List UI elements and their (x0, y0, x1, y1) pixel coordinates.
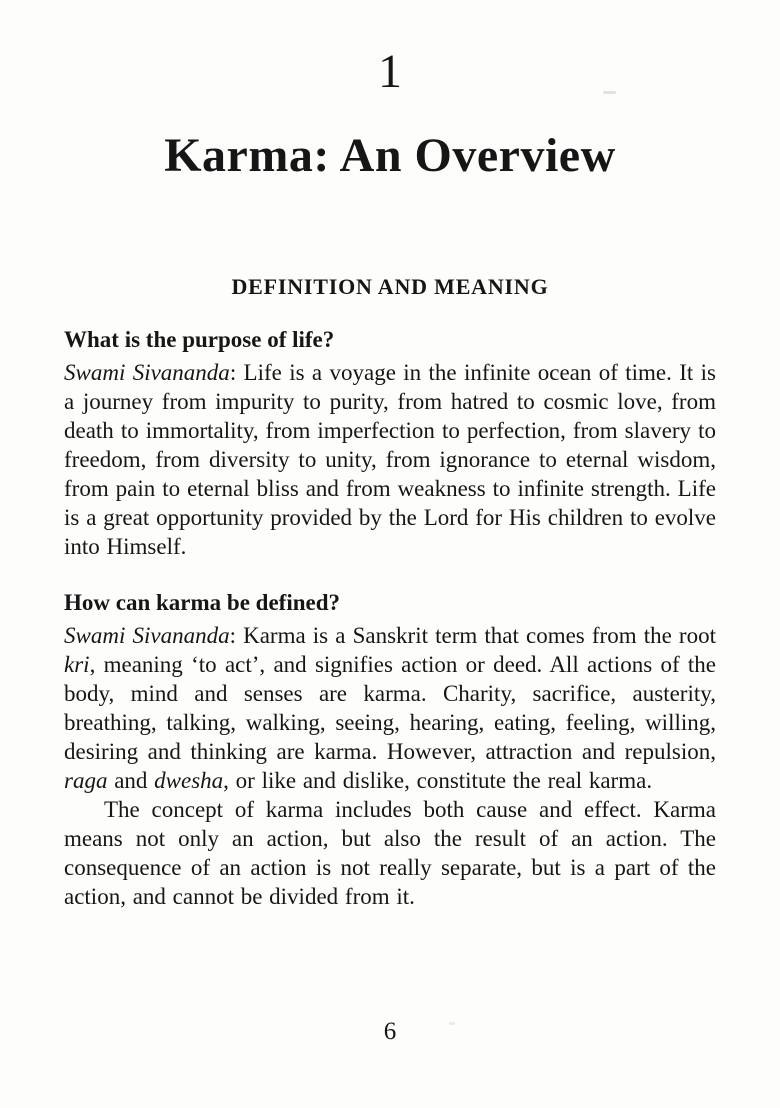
scan-artifact (449, 1022, 455, 1025)
italic-text-segment: raga (64, 768, 108, 793)
body-text (64, 328, 716, 911)
text-segment: , meaning ‘to act’, and signifies action or deed. All actions of the body, mind and senses are karma. Charity, sacrifice, austerity, breathing, talking, walking, seeing, hearing, eating, feeling, willing, desiring and thinking are karma. However, attraction and repulsion, (64, 652, 716, 764)
text-segment: : Life is a voyage in the infinite ocean of time. It is a journey from impurity to purity, from hatred to cosmic love, from death to immortality, from imperfection to perfection, from slavery to freedom, from diversity to unity, from ignorance to eternal wisdom, from pain to eternal bliss and from weakness to infinite strength. Life is a great opportunity provided by the Lord for His children to evolve into Himself. (64, 360, 716, 559)
italic-text-segment: Swami Sivananda (64, 360, 230, 385)
section-heading: DEFINITION AND MEANING (231, 274, 549, 299)
chapter-number: 1 (378, 45, 402, 98)
paragraph (64, 795, 716, 911)
italic-text-segment: Swami Sivananda (64, 623, 230, 648)
page-number: 6 (383, 1018, 397, 1045)
italic-text-segment: dwesha (154, 768, 224, 793)
question-subheading: How can karma be defined? (64, 590, 340, 615)
paragraph (64, 358, 716, 561)
text-segment: : Karma is a Sanskrit term that comes from the root (229, 623, 716, 648)
paragraph (64, 621, 716, 795)
scan-artifact (603, 91, 616, 94)
text-segment: and (107, 768, 155, 793)
text-segment: , or like and dislike, constitute the real karma. (223, 768, 653, 793)
italic-text-segment: kri (64, 652, 90, 677)
chapter-title: Karma: An Overview (164, 129, 616, 182)
text-segment: The concept of karma includes both cause and effect. Karma means not only an action, but also the result of an action. The consequence of an action is not really separate, but is a part of the action, and cannot be divided from it. (64, 797, 716, 909)
question-subheading: What is the purpose of life? (64, 327, 335, 352)
